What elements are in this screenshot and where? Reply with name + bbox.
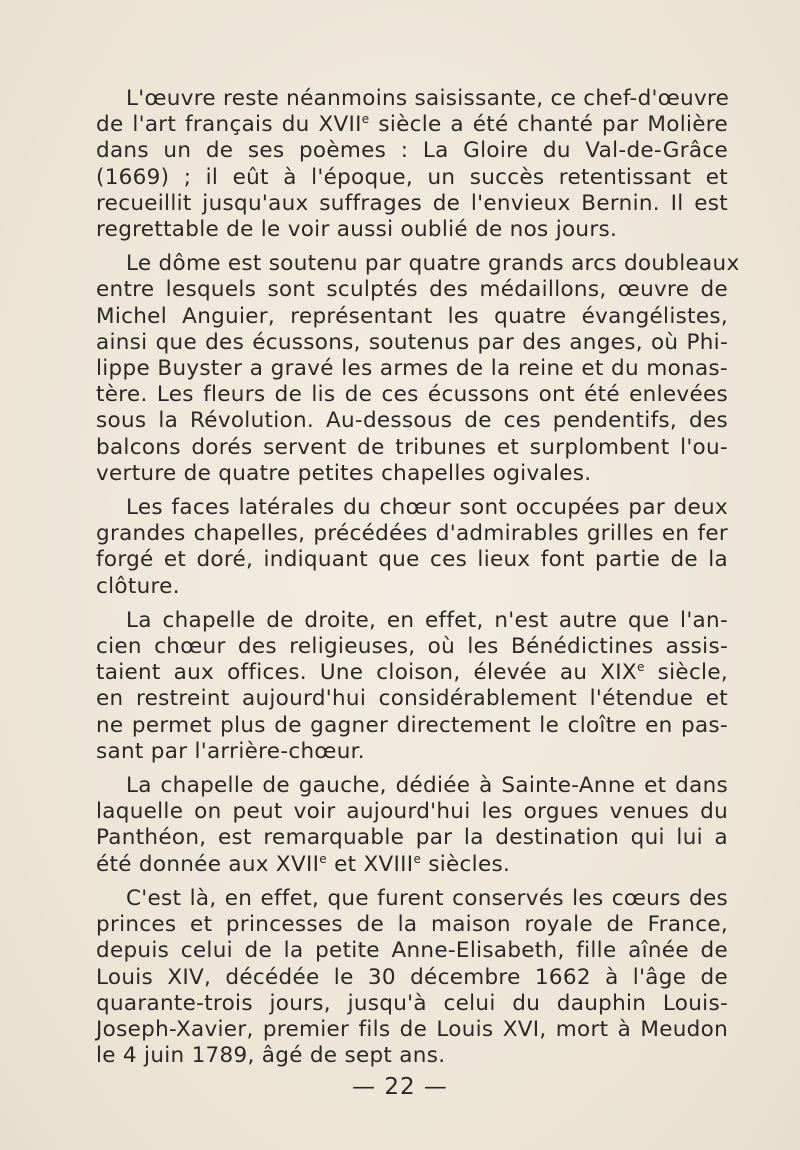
page-number: — 22 — xyxy=(352,1074,448,1100)
text-line: en restreint aujourd'hui considérablement l'étendue et xyxy=(96,686,728,712)
text-line: sant par l'arrière-chœur. xyxy=(96,738,365,764)
paragraph xyxy=(96,773,728,878)
text-line: tère. Les fleurs de lis de ces écussons ont été enlevées xyxy=(96,382,728,408)
text-line: été donnée aux XVIIe et XVIIIe siècles. xyxy=(96,851,511,877)
text-line: forgé et doré, indiquant que ces lieux font partie de la xyxy=(96,547,728,573)
text-line: ainsi que des écussons, soutenus par des anges, où Phi- xyxy=(96,329,728,355)
text-line: cien chœur des religieuses, où les Bénédictines assis- xyxy=(96,634,728,660)
paragraph xyxy=(96,608,728,765)
text-line: Louis XIV, décédée le 30 décembre 1662 à l'âge de xyxy=(96,964,728,990)
text-line: balcons dorés servent de tribunes et surplombent l'ou- xyxy=(96,434,728,460)
text-line: clôture. xyxy=(96,573,180,599)
text-line: recueillit jusqu'aux suffrages de l'envieux Bernin. Il est xyxy=(96,190,728,216)
text-line: verture de quatre petites chapelles ogivales. xyxy=(96,460,592,486)
text-line: depuis celui de la petite Anne-Elisabeth, fille aînée de xyxy=(96,938,728,964)
text-line: Le dôme est soutenu par quatre grands arcs doubleaux xyxy=(126,251,740,277)
text-line: princes et princesses de la maison royale de France, xyxy=(96,912,728,938)
text-line: entre lesquels sont sculptés des médaillons, œuvre de xyxy=(96,277,728,303)
text-line: Michel Anguier, représentant les quatre évangélistes, xyxy=(96,303,728,329)
text-line: taient aux offices. Une cloison, élevée au XIXe siècle, xyxy=(96,660,728,686)
text-line: La chapelle de gauche, dédiée à Sainte-Anne et dans xyxy=(126,773,728,799)
paragraph xyxy=(96,495,728,600)
text-line: C'est là, en effet, que furent conservés les cœurs des xyxy=(126,885,728,911)
text-line: L'œuvre reste néanmoins saisissante, ce chef-d'œuvre xyxy=(126,86,730,111)
text-line: regrettable de le voir aussi oublié de nos jours. xyxy=(96,217,618,243)
text-line: Les faces latérales du chœur sont occupées par deux xyxy=(126,495,728,521)
text-line: (1669) ; il eût à l'époque, un succès retentissant et xyxy=(96,164,728,190)
paragraph xyxy=(96,251,740,487)
text-line: dans un de ses poèmes : La Gloire du Val-de-Grâce xyxy=(96,138,728,164)
paragraph xyxy=(96,886,728,1069)
text-line: quarante-trois jours, jusqu'à celui du dauphin Louis- xyxy=(96,990,728,1016)
text-line: laquelle on peut voir aujourd'hui les orgues venues du xyxy=(96,799,728,825)
text-line: grandes chapelles, précédées d'admirables grilles en fer xyxy=(96,521,728,547)
paragraph xyxy=(96,86,728,243)
text-line: ne permet plus de gagner directement le cloître en pas- xyxy=(96,712,728,738)
text-line: de l'art français du XVIIe siècle a été chanté par Molière xyxy=(96,112,728,138)
body-text xyxy=(96,86,740,1077)
text-line: sous la Révolution. Au-dessous de ces pendentifs, des xyxy=(96,408,728,434)
text-line: La chapelle de droite, en effet, n'est autre que l'an- xyxy=(126,607,728,633)
text-line: lippe Buyster a gravé les armes de la reine et du monas- xyxy=(96,356,728,382)
text-line: Panthéon, est remarquable par la destination qui lui a xyxy=(96,825,728,851)
text-line: le 4 juin 1789, âgé de sept ans. xyxy=(96,1043,446,1069)
text-line: Joseph-Xavier, premier fils de Louis XVI, mort à Meudon xyxy=(96,1016,728,1042)
